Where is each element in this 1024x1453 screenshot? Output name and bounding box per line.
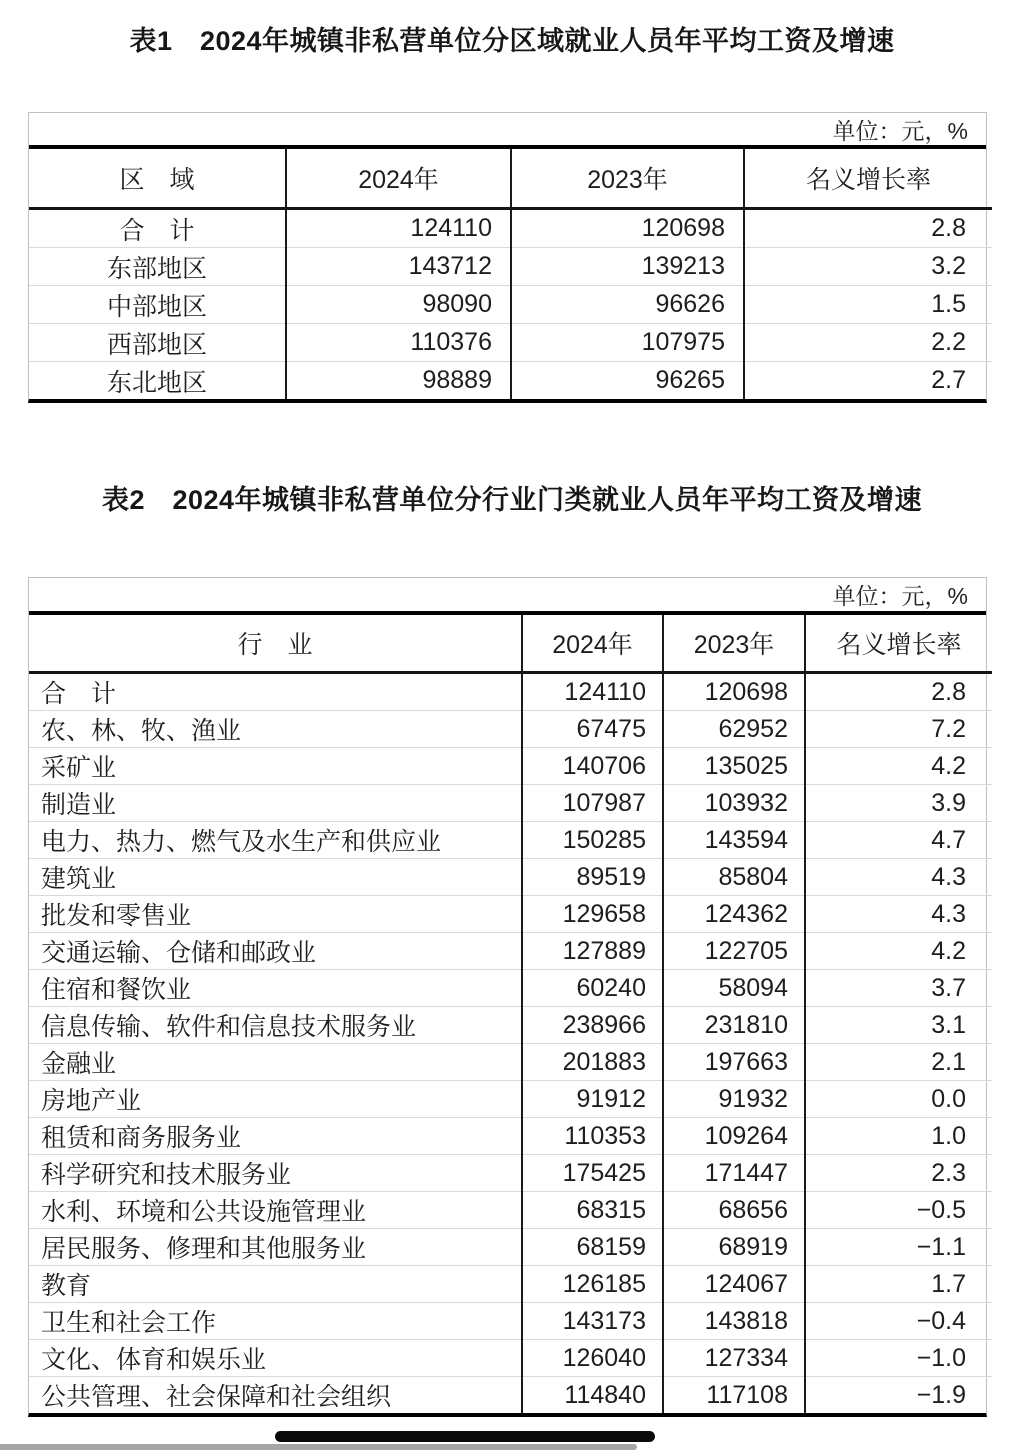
home-indicator-bar[interactable] <box>275 1431 655 1442</box>
value-2023-cell: 68656 <box>663 1192 805 1229</box>
value-2023-cell: 135025 <box>663 748 805 785</box>
region-cell: 东部地区 <box>29 248 286 286</box>
value-2024-cell: 89519 <box>522 859 663 896</box>
industry-cell: 科学研究和技术服务业 <box>29 1155 522 1192</box>
value-2024-cell: 110376 <box>286 324 511 362</box>
growth-cell: 3.2 <box>744 248 992 286</box>
industry-cell: 公共管理、社会保障和社会组织 <box>29 1377 522 1414</box>
table-row <box>29 1340 992 1377</box>
growth-cell: −0.4 <box>805 1303 992 1340</box>
value-2024-cell: 60240 <box>522 970 663 1007</box>
value-2024-cell: 143712 <box>286 248 511 286</box>
industry-cell: 采矿业 <box>29 748 522 785</box>
value-2024-cell: 175425 <box>522 1155 663 1192</box>
table2-unit-label: 单位：元，% <box>29 578 986 615</box>
table2-header <box>29 615 992 673</box>
table-row <box>29 748 992 785</box>
industry-cell: 文化、体育和娱乐业 <box>29 1340 522 1377</box>
growth-cell: 7.2 <box>805 711 992 748</box>
growth-cell: 1.0 <box>805 1118 992 1155</box>
growth-cell: 4.3 <box>805 859 992 896</box>
region-cell: 合 计 <box>119 216 195 245</box>
value-2023-cell: 68919 <box>663 1229 805 1266</box>
value-2024-cell: 150285 <box>522 822 663 859</box>
value-2024-cell: 107987 <box>522 785 663 822</box>
value-2023-cell: 103932 <box>663 785 805 822</box>
table-row <box>29 711 992 748</box>
growth-cell: 2.1 <box>805 1044 992 1081</box>
table-row <box>29 1303 992 1340</box>
value-2024-cell: 68315 <box>522 1192 663 1229</box>
value-2024-cell: 124110 <box>522 673 663 711</box>
table-row <box>29 1229 992 1266</box>
region-cell: 中部地区 <box>29 286 286 324</box>
value-2024-cell: 91912 <box>522 1081 663 1118</box>
value-2023-cell: 143594 <box>663 822 805 859</box>
growth-cell: 0.0 <box>805 1081 992 1118</box>
value-2024-cell: 67475 <box>522 711 663 748</box>
value-2023-cell: 120698 <box>511 209 744 248</box>
table-row <box>29 248 992 286</box>
value-2024-cell: 68159 <box>522 1229 663 1266</box>
table1-header-row <box>29 149 992 209</box>
table-row <box>29 1007 992 1044</box>
growth-cell: 2.8 <box>805 673 992 711</box>
value-2024-cell: 129658 <box>522 896 663 933</box>
table-row <box>29 1377 992 1414</box>
growth-cell: −1.9 <box>805 1377 992 1414</box>
table-row <box>29 209 992 248</box>
value-2023-cell: 96265 <box>511 362 744 400</box>
table-row <box>29 286 992 324</box>
growth-cell: 3.9 <box>805 785 992 822</box>
growth-cell: 4.2 <box>805 933 992 970</box>
table-row <box>29 1044 992 1081</box>
growth-cell: 1.7 <box>805 1266 992 1303</box>
table-row <box>29 1155 992 1192</box>
value-2024-cell: 110353 <box>522 1118 663 1155</box>
table2-col-2024: 2024年 <box>522 615 663 673</box>
table2-grid <box>29 615 992 1413</box>
value-2024-cell: 124110 <box>286 209 511 248</box>
value-2024-cell: 126185 <box>522 1266 663 1303</box>
table2-body <box>29 673 992 1414</box>
table-row <box>29 933 992 970</box>
value-2023-cell: 91932 <box>663 1081 805 1118</box>
table2-col-2023: 2023年 <box>663 615 805 673</box>
industry-cell: 水利、环境和公共设施管理业 <box>29 1192 522 1229</box>
industry-cell: 合 计 <box>41 680 117 708</box>
value-2024-cell: 140706 <box>522 748 663 785</box>
growth-cell: 4.2 <box>805 748 992 785</box>
table-row <box>29 1118 992 1155</box>
value-2023-cell: 127334 <box>663 1340 805 1377</box>
value-2023-cell: 117108 <box>663 1377 805 1414</box>
growth-cell: 4.7 <box>805 822 992 859</box>
value-2023-cell: 231810 <box>663 1007 805 1044</box>
table1 <box>28 112 987 403</box>
value-2024-cell: 98090 <box>286 286 511 324</box>
table-row <box>29 859 992 896</box>
growth-cell: −1.1 <box>805 1229 992 1266</box>
table2-title: 表2 2024年城镇非私营单位分行业门类就业人员年平均工资及增速 <box>101 485 923 515</box>
industry-cell: 租赁和商务服务业 <box>29 1118 522 1155</box>
industry-cell: 农、林、牧、渔业 <box>29 711 522 748</box>
growth-cell: −0.5 <box>805 1192 992 1229</box>
table2-col-growth: 名义增长率 <box>805 615 992 673</box>
table2 <box>28 577 987 1417</box>
value-2023-cell: 124067 <box>663 1266 805 1303</box>
growth-cell: 2.2 <box>744 324 992 362</box>
value-2023-cell: 124362 <box>663 896 805 933</box>
value-2024-cell: 126040 <box>522 1340 663 1377</box>
table1-col-2023: 2023年 <box>511 149 744 209</box>
industry-cell: 房地产业 <box>29 1081 522 1118</box>
growth-cell: 2.7 <box>744 362 992 400</box>
region-cell: 西部地区 <box>29 324 286 362</box>
value-2023-cell: 107975 <box>511 324 744 362</box>
growth-cell: 3.1 <box>805 1007 992 1044</box>
growth-cell: 3.7 <box>805 970 992 1007</box>
table1-unit-label: 单位：元，% <box>29 113 986 149</box>
table-row <box>29 785 992 822</box>
table1-header <box>29 149 992 209</box>
table2-header-row <box>29 615 992 673</box>
growth-cell: 4.3 <box>805 896 992 933</box>
growth-cell: 1.5 <box>744 286 992 324</box>
value-2023-cell: 85804 <box>663 859 805 896</box>
industry-cell: 居民服务、修理和其他服务业 <box>29 1229 522 1266</box>
growth-cell: 2.3 <box>805 1155 992 1192</box>
table-row <box>29 1081 992 1118</box>
value-2023-cell: 143818 <box>663 1303 805 1340</box>
value-2023-cell: 62952 <box>663 711 805 748</box>
industry-cell: 建筑业 <box>29 859 522 896</box>
table1-grid <box>29 149 992 399</box>
industry-cell: 住宿和餐饮业 <box>29 970 522 1007</box>
table-row <box>29 1192 992 1229</box>
industry-cell: 制造业 <box>29 785 522 822</box>
table1-col-growth: 名义增长率 <box>744 149 992 209</box>
industry-cell: 金融业 <box>29 1044 522 1081</box>
table-row <box>29 673 992 711</box>
value-2024-cell: 143173 <box>522 1303 663 1340</box>
table2-col-industry: 行 业 <box>29 615 522 673</box>
value-2023-cell: 120698 <box>663 673 805 711</box>
value-2023-cell: 139213 <box>511 248 744 286</box>
value-2024-cell: 201883 <box>522 1044 663 1081</box>
value-2023-cell: 58094 <box>663 970 805 1007</box>
industry-cell: 批发和零售业 <box>29 896 522 933</box>
value-2024-cell: 114840 <box>522 1377 663 1414</box>
industry-cell: 教育 <box>29 1266 522 1303</box>
value-2023-cell: 171447 <box>663 1155 805 1192</box>
region-cell: 东北地区 <box>29 362 286 400</box>
industry-cell: 交通运输、仓储和邮政业 <box>29 933 522 970</box>
industry-cell: 电力、热力、燃气及水生产和供应业 <box>29 822 522 859</box>
table-row <box>29 1266 992 1303</box>
growth-cell: −1.0 <box>805 1340 992 1377</box>
table1-body <box>29 209 992 400</box>
industry-cell: 卫生和社会工作 <box>29 1303 522 1340</box>
table-row <box>29 896 992 933</box>
table1-title: 表1 2024年城镇非私营单位分区域就业人员年平均工资及增速 <box>129 26 895 56</box>
table-row <box>29 362 992 400</box>
horizontal-scrollbar[interactable] <box>0 1444 637 1450</box>
growth-cell: 2.8 <box>744 209 992 248</box>
value-2023-cell: 96626 <box>511 286 744 324</box>
table-row <box>29 970 992 1007</box>
industry-cell: 信息传输、软件和信息技术服务业 <box>29 1007 522 1044</box>
value-2024-cell: 127889 <box>522 933 663 970</box>
table1-col-2024: 2024年 <box>286 149 511 209</box>
table-row <box>29 822 992 859</box>
value-2023-cell: 197663 <box>663 1044 805 1081</box>
table-row <box>29 324 992 362</box>
table1-col-region: 区 域 <box>29 149 286 209</box>
value-2024-cell: 98889 <box>286 362 511 400</box>
value-2023-cell: 109264 <box>663 1118 805 1155</box>
value-2024-cell: 238966 <box>522 1007 663 1044</box>
value-2023-cell: 122705 <box>663 933 805 970</box>
